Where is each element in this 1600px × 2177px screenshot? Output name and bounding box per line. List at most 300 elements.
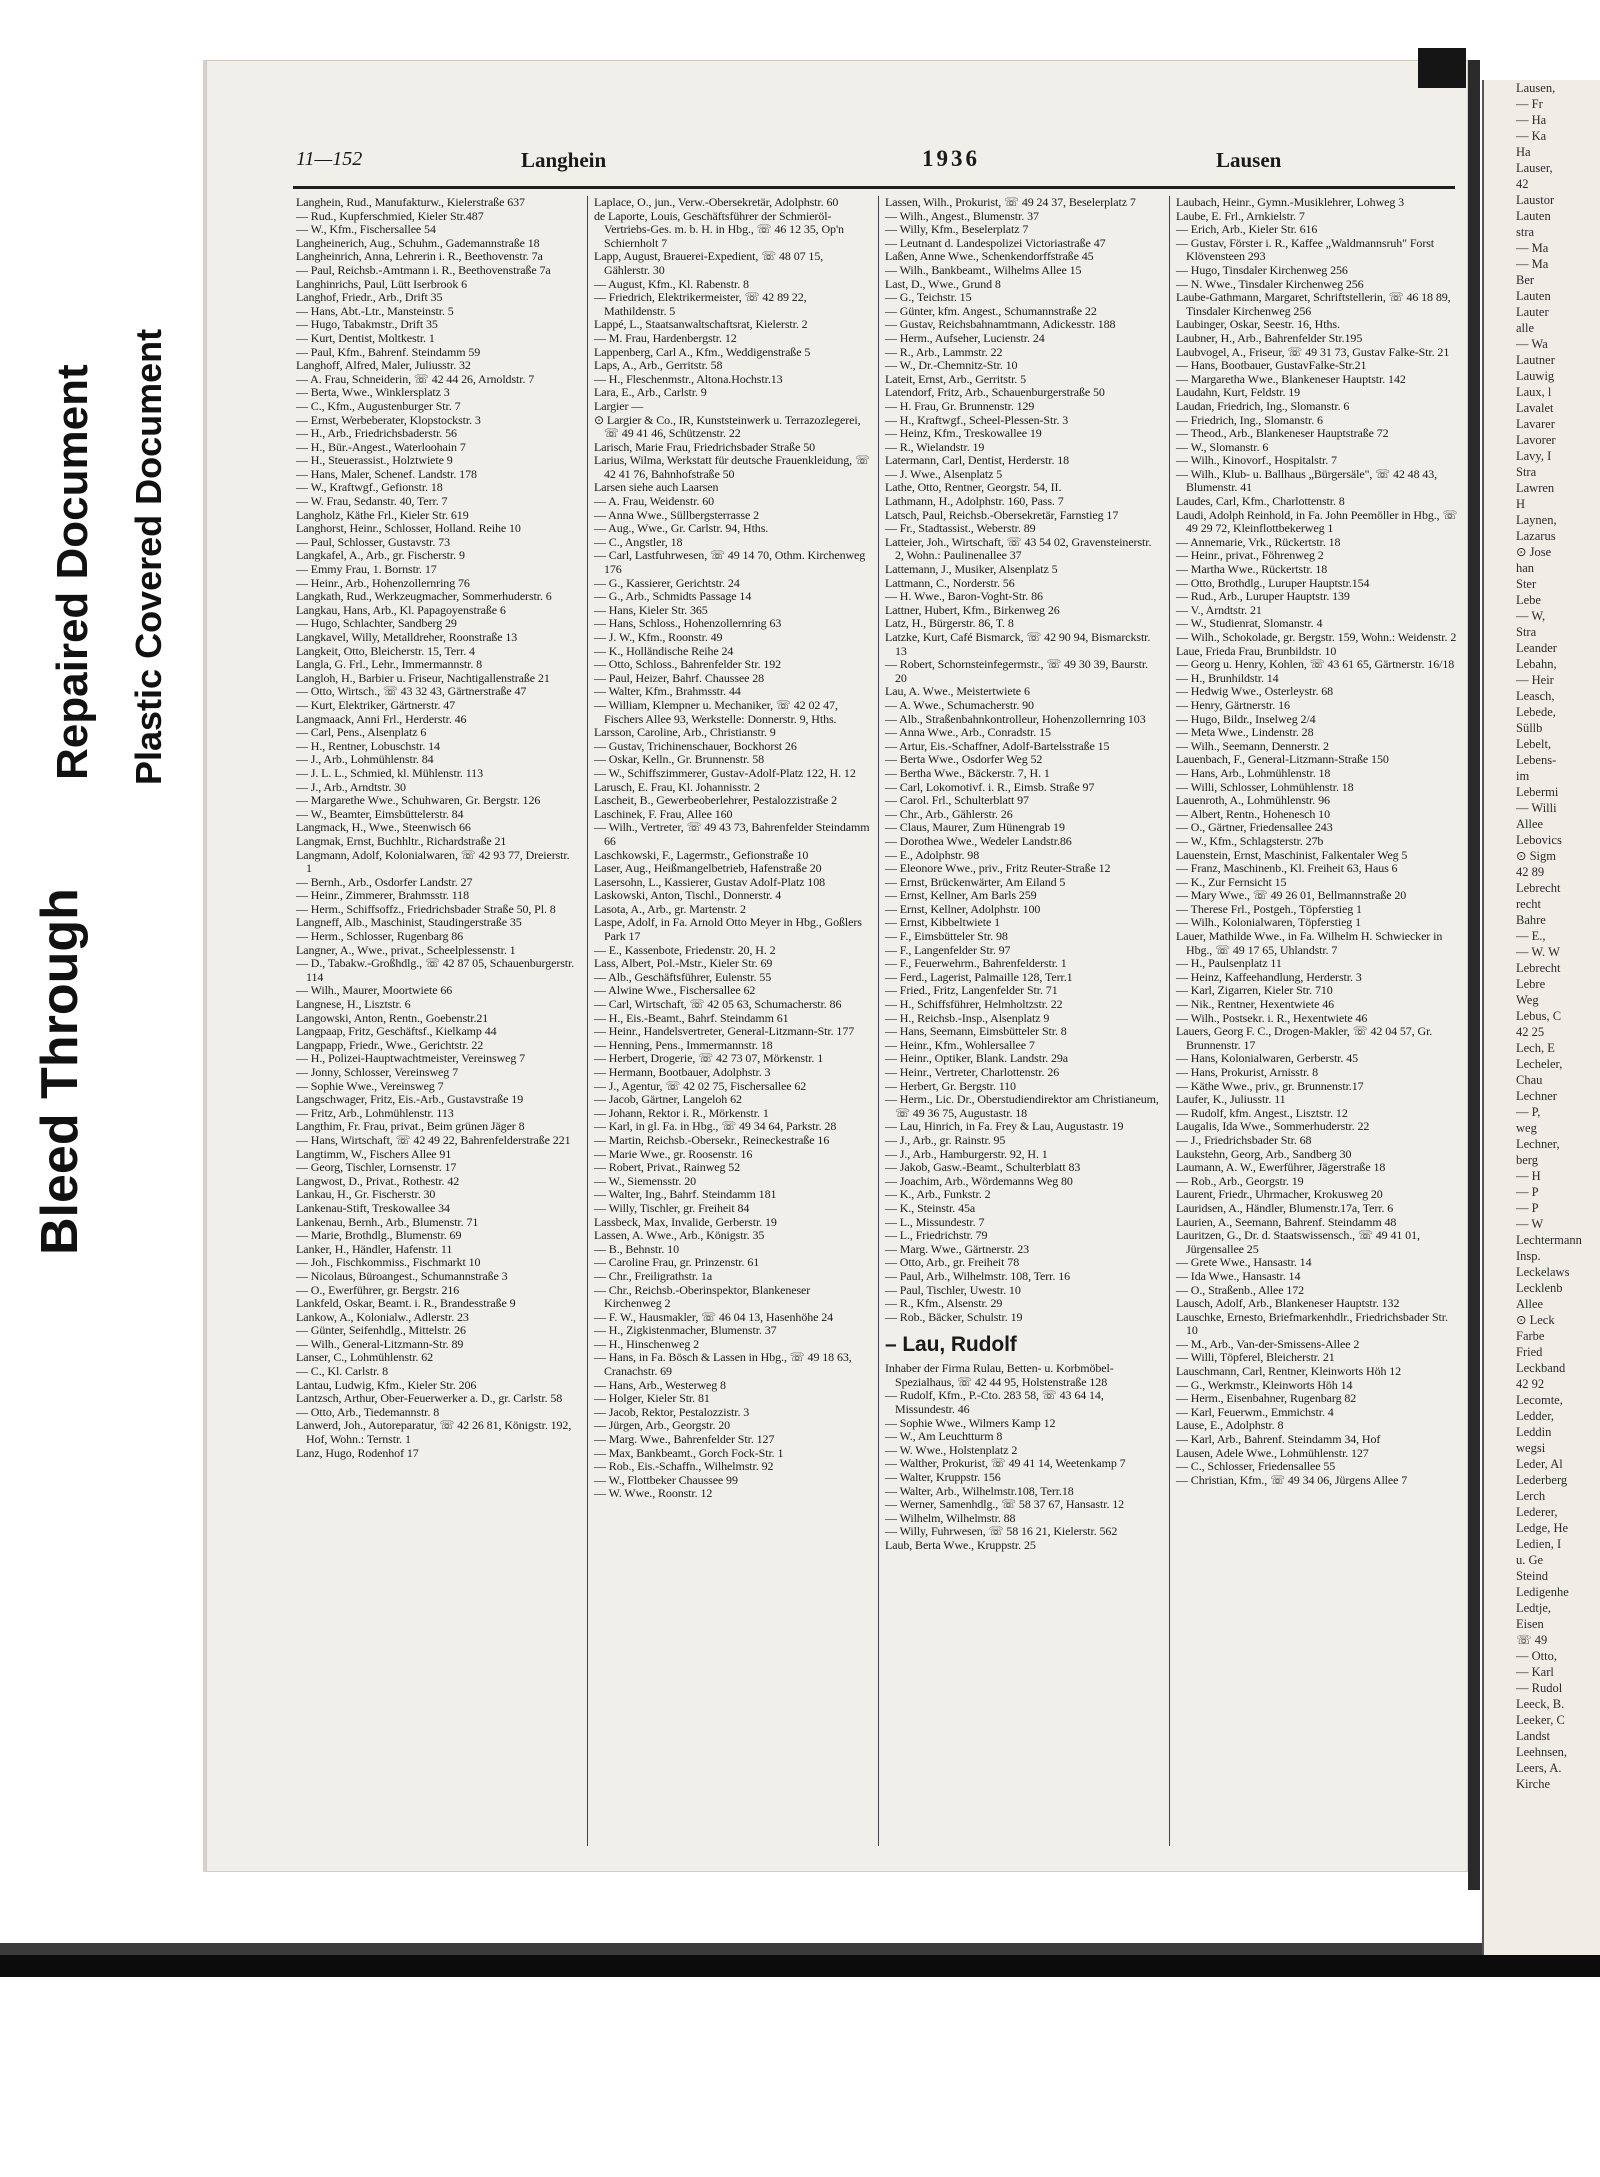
directory-entry: Laplace, O., jun., Verw.-Obersekretär, Adolphstr. 60 — [594, 196, 839, 209]
directory-entry: — Chr., Arb., Gählerstr. 26 — [885, 806, 1013, 821]
directory-entry: — W. Frau, Sedanstr. 40, Terr. 7 — [296, 494, 448, 509]
directory-entry: — F., Feuerwehrm., Bahrenfelderstr. 1 — [885, 956, 1067, 971]
page-number: 11—152 — [296, 148, 363, 170]
directory-entry: Lauenroth, A., Lohmühlenstr. 96 — [1176, 793, 1330, 808]
next-page-fragment: Kirche — [1516, 1777, 1551, 1791]
next-page-fragment: Weg — [1516, 993, 1539, 1007]
column-1 — [296, 196, 578, 1846]
next-page-fragment: Leddin — [1516, 1425, 1552, 1439]
next-page-fragment: alle — [1516, 321, 1535, 335]
directory-entry: — H. Wwe., Baron-Voght-Str. 86 — [885, 589, 1043, 604]
next-page-fragment: Lavarer — [1516, 417, 1555, 431]
directory-entry: Last, D., Wwe., Grund 8 — [885, 276, 1001, 291]
next-page-fragment: H — [1516, 497, 1526, 511]
directory-entry: Laudahn, Kurt, Feldstr. 19 — [1176, 385, 1301, 400]
directory-entry: — H., Reichsb.-Insp., Alsenplatz 9 — [885, 1010, 1050, 1025]
directory-entry: — August, Kfm., Kl. Rabenstr. 8 — [594, 276, 749, 291]
next-page-fragment: — Heir — [1516, 673, 1554, 687]
header-name-right: Lausen — [1216, 148, 1282, 172]
directory-entry: Langkafel, A., Arb., gr. Fischerstr. 9 — [296, 548, 465, 563]
directory-entry: Lanz, Hugo, Rodenhof 17 — [296, 1445, 419, 1460]
directory-entry: — Ernst, Kellner, Adolphstr. 100 — [885, 901, 1041, 916]
directory-entry: Lankfeld, Oskar, Beamt. i. R., Brandesstraße 9 — [296, 1296, 516, 1311]
directory-columns — [296, 196, 1460, 1846]
next-page-fragment: Süllb — [1516, 721, 1543, 735]
directory-entry: — Hans, Arb., Lohmühlenstr. 18 — [1176, 765, 1331, 780]
directory-entry: — Berta Wwe., Osdorfer Weg 52 — [885, 752, 1043, 767]
directory-entry: — Willi, Töpferel, Bleicherstr. 21 — [1176, 1350, 1335, 1365]
directory-entry: Laue, Frieda Frau, Brunbildstr. 10 — [1176, 643, 1337, 658]
next-page-fragment: Insp. — [1516, 1249, 1541, 1263]
next-page-fragment: Lecomte, — [1516, 1393, 1563, 1407]
directory-entry: — Friedrich, Ing., Slomanstr. 6 — [1176, 412, 1323, 427]
directory-entry: Lanwerd, Joh., Autoreparatur, ☏ 42 26 81, Königstr. 192, Hof, Wohn.: Ternstr. 1 — [296, 1418, 572, 1447]
directory-entry: — J., Friedrichsbader Str. 68 — [1176, 1132, 1312, 1147]
directory-entry: Lattner, Hubert, Kfm., Birkenweg 26 — [885, 602, 1060, 617]
next-page-fragment: Leander — [1516, 641, 1557, 655]
directory-entry: — Walter, Arb., Wilhelmstr.108, Terr.18 — [885, 1483, 1074, 1498]
column-2 — [587, 196, 870, 1846]
directory-entry: — Leutnant d. Landespolizei Victoriastraße 47 — [885, 235, 1106, 250]
directory-entry: Lankenau, Bernh., Arb., Blumenstr. 71 — [296, 1214, 479, 1229]
directory-entry: — L., Missundestr. 7 — [885, 1214, 985, 1229]
directory-entry: — O., Ewerführer, gr. Bergstr. 216 — [296, 1282, 460, 1297]
directory-entry: — Henning, Pens., Immermannstr. 18 — [594, 1037, 773, 1052]
next-page-fragment: Leeker, C — [1516, 1713, 1565, 1727]
directory-entry: Laubvogel, A., Friseur, ☏ 49 31 73, Gustav Falke-Str. 21 — [1176, 344, 1450, 359]
directory-entry: Lassen, Wilh., Prokurist, ☏ 49 24 37, Beselerplatz 7 — [885, 196, 1136, 209]
directory-entry: — Wilh., Klub- u. Ballhaus „Bürgersäle", ☏ 42 48 43, Blumenstr. 41 — [1176, 466, 1438, 495]
next-page-fragment: Ledge, He — [1516, 1521, 1569, 1535]
directory-entry: — W., Studienrat, Slomanstr. 4 — [1176, 616, 1323, 631]
directory-entry: Laser, Aug., Heißmangelbetrieb, Hafenstraße 20 — [594, 861, 822, 876]
next-page-fragment: Laux, l — [1516, 385, 1552, 399]
directory-entry: Laurien, A., Seemann, Bahrenf. Steindamm 48 — [1176, 1214, 1397, 1229]
directory-entry: Latsch, Paul, Reichsb.-Obersekretär, Farnstieg 17 — [885, 507, 1119, 522]
directory-entry: Laps, A., Arb., Gerritstr. 58 — [594, 358, 723, 373]
directory-entry: Lateit, Ernst, Arb., Gerritstr. 5 — [885, 371, 1027, 386]
next-page-fragment: — E., — [1516, 929, 1546, 943]
next-page-fragment: Ster — [1516, 577, 1537, 591]
directory-entry: Larius, Wilma, Werkstatt für deutsche Frauenkleidung, ☏ 42 41 76, Bahnhofstraße 50 — [594, 453, 870, 481]
next-page-fragment: Lauten — [1516, 209, 1551, 223]
directory-entry: — Erich, Arb., Kieler Str. 616 — [1176, 222, 1318, 237]
next-page-fragment: ⊙ Leck — [1516, 1313, 1555, 1327]
directory-entry: — E., Adolphstr. 98 — [885, 847, 980, 862]
directory-entry: — Heinr., Zimmerer, Brahmsstr. 118 — [296, 888, 469, 903]
directory-entry: — Margarethe Wwe., Schuhwaren, Gr. Bergstr. 126 — [296, 793, 541, 808]
directory-entry: — Robert, Schornsteinfegermstr., ☏ 49 30 39, Baurstr. 20 — [885, 657, 1149, 685]
directory-entry: — G., Teichstr. 15 — [885, 290, 972, 305]
next-page-fragment: Lebede, — [1516, 705, 1556, 719]
directory-entry: — Carol. Frl., Schulterblatt 97 — [885, 793, 1029, 808]
directory-entry: — Artur, Eis.-Schaffner, Adolf-Bartelsstraße 15 — [885, 738, 1110, 753]
directory-entry: Lappé, L., Staatsanwaltschaftsrat, Kielerstr. 2 — [594, 317, 808, 332]
directory-entry: — Anna Wwe., Süllbergsterrasse 2 — [594, 507, 759, 522]
directory-entry: — Ernst, Werbeberater, Klopstockstr. 3 — [296, 412, 481, 427]
directory-entry: — Albert, Rentn., Hohenesch 10 — [1176, 806, 1330, 821]
next-page-fragment: Steind — [1516, 1569, 1548, 1583]
directory-entry: — Carl, Pens., Alsenplatz 6 — [296, 725, 427, 740]
directory-entry: — J., Arb., Hamburgerstr. 92, H. 1 — [885, 1146, 1048, 1161]
next-page-fragment: Lebus, C — [1516, 1009, 1562, 1023]
directory-entry: — Chr., Reichsb.-Oberinspektor, Blankeneser Kirchenweg 2 — [594, 1282, 811, 1311]
directory-entry: Laudes, Carl, Kfm., Charlottenstr. 8 — [1176, 494, 1345, 509]
next-page-fragment: Lebermi — [1516, 785, 1559, 799]
next-page-fragment: — P — [1516, 1201, 1539, 1215]
next-page-fragment: Lawren — [1516, 481, 1555, 495]
directory-entry: — Marie Wwe., gr. Roosenstr. 16 — [594, 1146, 753, 1161]
directory-entry: — Ernst, Kellner, Am Barls 259 — [885, 888, 1037, 903]
directory-entry: — Johann, Rektor i. R., Mörkenstr. 1 — [594, 1105, 769, 1120]
directory-entry: — Paul, Schlosser, Gustavstr. 73 — [296, 534, 450, 549]
directory-entry: — H., Arb., Friedrichsbaderstr. 56 — [296, 426, 457, 441]
directory-entry: — J., Arb., gr. Rainstr. 95 — [885, 1132, 1006, 1147]
directory-entry: Langmann, Adolf, Kolonialwaren, ☏ 42 93 77, Dreierstr. 1 — [296, 847, 570, 876]
directory-entry: — Walther, Prokurist, ☏ 49 41 14, Weetenkamp 7 — [885, 1456, 1126, 1471]
directory-entry: — Hugo, Tinsdaler Kirchenweg 256 — [1176, 262, 1348, 277]
directory-entry: Langtimm, W., Fischers Allee 91 — [296, 1146, 452, 1161]
directory-entry: — G., Arb., Schmidts Passage 14 — [594, 589, 752, 604]
directory-entry: — Friedrich, Elektrikermeister, ☏ 42 89 22, Mathildenstr. 5 — [594, 290, 807, 318]
next-page-fragment: ⊙ Jose — [1516, 545, 1552, 559]
directory-entry: Larsson, Caroline, Arb., Christianstr. 9 — [594, 725, 776, 740]
directory-entry: — Walter, Kfm., Brahmsstr. 44 — [594, 684, 741, 699]
next-page-fragment: — W, — [1516, 609, 1546, 623]
directory-entry: Langhof, Friedr., Arb., Drift 35 — [296, 290, 443, 305]
directory-entry: — Joachim, Arb., Wördemanns Weg 80 — [885, 1173, 1073, 1188]
next-page-fragment: — Ma — [1516, 241, 1549, 255]
directory-entry: — Paul, Reichsb.-Amtmann i. R., Beethovenstraße 7a — [296, 262, 551, 277]
next-page-fragment: Leasch, — [1516, 689, 1555, 703]
directory-entry: — K., Arb., Funkstr. 2 — [885, 1187, 991, 1202]
directory-entry: — Günter, kfm. Angest., Schumannstraße 22 — [885, 303, 1097, 318]
next-page-fragment: — P, — [1516, 1105, 1541, 1119]
directory-entry: — Hugo, Schlachter, Sandberg 29 — [296, 616, 457, 631]
directory-entry: — Fried., Fritz, Langenfelder Str. 71 — [885, 983, 1058, 998]
directory-entry: Latzke, Kurt, Café Bismarck, ☏ 42 90 94, Bismarckstr. 13 — [885, 630, 1151, 658]
directory-entry: — Hans, in Fa. Bösch & Lassen in Hbg., ☏ 49 18 63, Cranachstr. 69 — [594, 1350, 852, 1379]
directory-entry: Laukstehn, Georg, Arb., Sandberg 30 — [1176, 1146, 1352, 1161]
directory-entry: — Otto, Arb., gr. Freiheit 78 — [885, 1255, 1020, 1270]
directory-entry: Laub, Berta Wwe., Kruppstr. 25 — [885, 1538, 1036, 1552]
directory-entry: — Meta Wwe., Lindenstr. 28 — [1176, 725, 1314, 740]
directory-entry: — Georg u. Henry, Kohlen, ☏ 43 61 65, Gärtnerstr. 16/18 — [1176, 657, 1455, 672]
directory-entry: Lathe, Otto, Rentner, Georgstr. 54, II. — [885, 480, 1062, 495]
directory-entry: Langheinrich, Anna, Lehrerin i. R., Beethovenstr. 7a — [296, 249, 543, 264]
directory-entry: ⊙ Largier & Co., IR, Kunststeinwerk u. Terrazozlegerei, ☏ 49 41 46, Schützenstr. 22 — [594, 412, 861, 441]
directory-entry: — E., Kassenbote, Friedenstr. 20, H. 2 — [594, 942, 776, 957]
next-page-fragment: u. Ge — [1516, 1553, 1544, 1567]
directory-entry: — Hugo, Bildr., Inselweg 2/4 — [1176, 711, 1316, 726]
directory-entry: Laurent, Friedr., Uhrmacher, Krokusweg 20 — [1176, 1187, 1383, 1202]
directory-entry: Langwost, D., Privat., Rothestr. 42 — [296, 1173, 460, 1188]
directory-entry: Lausen, Adele Wwe., Lohmühlenstr. 127 — [1176, 1445, 1369, 1460]
directory-entry: Lau, A. Wwe., Meistertwiete 6 — [885, 684, 1030, 699]
directory-entry: — Jonny, Schlosser, Vereinsweg 7 — [296, 1065, 458, 1079]
directory-entry: — Herbert, Drogerie, ☏ 42 73 07, Mörkenstr. 1 — [594, 1051, 824, 1066]
directory-entry: — L., Friedrichstr. 79 — [885, 1228, 988, 1243]
next-page-fragment: Lavy, I — [1516, 449, 1552, 463]
directory-entry: Laspe, Adolf, in Fa. Arnold Otto Meyer in Hbg., Goßlers Park 17 — [594, 915, 862, 944]
plastic-covered-label: Plastic Covered Document — [128, 328, 169, 785]
directory-entry: — C., Schlosser, Friedensallee 55 — [1176, 1459, 1336, 1474]
directory-entry: — Kurt, Elektriker, Gärtnerstr. 47 — [296, 697, 456, 712]
next-page-fragment: berg — [1516, 1153, 1538, 1167]
scan-bottom-band — [0, 1955, 1600, 1977]
directory-entry: de Laporte, Louis, Geschäftsführer der Schmieröl-Vertriebs-Ges. m. b. H. in Hbg., ☏ 46 12 35, Op'n Schiernholt 7 — [594, 208, 844, 250]
directory-entry: — Willy, Fuhrwesen, ☏ 58 16 21, Kielerstr. 562 — [885, 1524, 1118, 1539]
next-page-fragment: — W — [1516, 1217, 1544, 1231]
directory-entry: — F., Eimsbütteler Str. 98 — [885, 929, 1008, 944]
directory-entry: Langpaap, Fritz, Geschäftsf., Kielkamp 44 — [296, 1024, 497, 1039]
directory-entry: — H., Polizei-Hauptwachtmeister, Vereinsweg 7 — [296, 1051, 526, 1066]
directory-entry: — H., Rentner, Lobuschstr. 14 — [296, 738, 440, 753]
directory-entry: — Wilh., General-Litzmann-Str. 89 — [296, 1336, 464, 1351]
directory-entry: — Wilh., Kinovorf., Hospitalstr. 7 — [1176, 453, 1337, 468]
directory-entry: Laubner, H., Arb., Bahrenfelder Str.195 — [1176, 330, 1363, 345]
next-page-fragment: Ledigenhe — [1516, 1585, 1569, 1599]
directory-entry: — Hedwig Wwe., Osterleystr. 68 — [1176, 684, 1334, 699]
directory-entry: Lappenberg, Carl A., Kfm., Weddigenstraße 5 — [594, 344, 811, 359]
directory-entry: — Herm., Lic. Dr., Oberstudiendirektor am Christianeum, ☏ 49 36 75, Augustastr. 18 — [885, 1092, 1159, 1120]
next-page-fragment: Lebelt, — [1516, 737, 1552, 751]
directory-entry: — A. Frau, Schneiderin, ☏ 42 44 26, Arnoldstr. 7 — [296, 371, 535, 386]
next-page-fragment: Lavalet — [1516, 401, 1554, 415]
directory-entry: — Otto, Schloss., Bahrenfelder Str. 192 — [594, 657, 782, 672]
directory-entry: — Heinr., Optiker, Blank. Landstr. 29a — [885, 1051, 1069, 1066]
directory-entry: — Walter, Kruppstr. 156 — [885, 1470, 1001, 1485]
directory-entry: — F., Langenfelder Str. 97 — [885, 942, 1011, 957]
directory-entry: — Carl, Lastfuhrwesen, ☏ 49 14 70, Othm. Kirchenweg 176 — [594, 548, 866, 577]
next-page-fragment: — P — [1516, 1185, 1539, 1199]
directory-entry: — Herm., Schiffsoffz., Friedrichsbader Straße 50, Pl. 8 — [296, 901, 556, 916]
next-page-fragment: Lavorer — [1516, 433, 1556, 447]
next-page-fragment: Lauter — [1516, 305, 1549, 319]
highlight-entry: – Lau, Rudolf — [885, 1333, 1017, 1357]
directory-entry: — F. W., Hausmakler, ☏ 46 04 13, Hasenhöhe 24 — [594, 1309, 834, 1324]
next-page-fragment: ☏ 49 — [1516, 1633, 1548, 1647]
next-page-fragment: Lauten — [1516, 289, 1551, 303]
directory-entry: Langmack, H., Wwe., Steenwisch 66 — [296, 820, 471, 835]
directory-entry: Langhein, Rud., Manufakturw., Kielerstraße 637 — [296, 196, 525, 209]
directory-entry: Laumann, A. W., Ewerführer, Jägerstraße 18 — [1176, 1160, 1386, 1175]
directory-entry: Langkavel, Willy, Metalldreher, Roonstraße 13 — [296, 630, 518, 644]
next-page-fragment: Chau — [1516, 1073, 1543, 1087]
next-page-fragment: Ledtje, — [1516, 1601, 1552, 1615]
directory-entry: — Sophie Wwe., Wilmers Kamp 12 — [885, 1415, 1056, 1430]
directory-entry: Langowski, Anton, Rentn., Goebenstr.21 — [296, 1010, 489, 1025]
directory-entry: — Otto, Brothdlg., Luruper Hauptstr.154 — [1176, 575, 1370, 590]
directory-entry: Lauenbach, F., General-Litzmann-Straße 150 — [1176, 752, 1389, 767]
directory-entry: Lankow, A., Kolonialw., Adlerstr. 23 — [296, 1309, 469, 1324]
next-page-fragment: Ledien, I — [1516, 1537, 1562, 1551]
directory-entry: — R., Kfm., Alsenstr. 29 — [885, 1296, 1003, 1311]
directory-entry: — Jakob, Gasw.-Beamt., Schulterblatt 83 — [885, 1160, 1081, 1175]
next-page-fragment: Lebens- — [1516, 753, 1557, 767]
directory-entry: Lapp, August, Brauerei-Expedient, ☏ 48 07 15, Gählerstr. 30 — [594, 249, 824, 277]
next-page-fragment: Lebrecht — [1516, 961, 1561, 975]
directory-entry: Larisch, Marie Frau, Friedrichsbader Straße 50 — [594, 439, 815, 454]
next-page-fragment: Landst — [1516, 1729, 1551, 1743]
directory-entry: — Georg, Tischler, Lornsenstr. 17 — [296, 1160, 457, 1175]
directory-entry: Langkath, Rud., Werkzeugmacher, Sommerhuderstr. 6 — [296, 589, 552, 604]
directory-entry: — Henry, Gärtnerstr. 16 — [1176, 697, 1290, 712]
directory-entry: Largier — — [594, 398, 644, 413]
directory-entry: — C., Kfm., Augustenburger Str. 7 — [296, 398, 461, 413]
side-labels — [0, 0, 200, 2177]
directory-entry: — H., Eis.-Beamt., Bahrf. Steindamm 61 — [594, 1010, 789, 1025]
directory-entry: — Max, Bankbeamt., Gorch Fock-Str. 1 — [594, 1445, 784, 1460]
directory-entry: — Karl, in gl. Fa. in Hbg., ☏ 49 34 64, Parkstr. 28 — [594, 1119, 837, 1134]
repaired-document-label: Repaired Document — [48, 364, 97, 780]
directory-entry: — Herm., Eisenbahner, Rugenbarg 82 — [1176, 1391, 1357, 1406]
directory-entry: — Hans, Bootbauer, GustavFalke-Str.21 — [1176, 358, 1367, 373]
directory-entry: — Hans, Wirtschaft, ☏ 42 49 22, Bahrenfelderstraße 221 — [296, 1132, 571, 1147]
next-page-fragment: Ha — [1516, 145, 1531, 159]
directory-entry: — Rudolf, Kfm., P.-Cto. 283 58, ☏ 43 64 14, Missundestr. 46 — [885, 1388, 1104, 1417]
directory-entry: — Marg. Wwe., Gärtnerstr. 23 — [885, 1241, 1030, 1256]
directory-entry: — V., Arndtstr. 21 — [1176, 602, 1262, 617]
directory-entry: — J. Wwe., Alsenplatz 5 — [885, 466, 1003, 481]
next-page-fragment: Leers, A. — [1516, 1761, 1562, 1775]
next-page-fragment: — Ka — [1516, 129, 1547, 143]
directory-entry: — Ida Wwe., Hansastr. 14 — [1176, 1268, 1301, 1283]
next-page-fragment: Leehnsen, — [1516, 1745, 1568, 1759]
next-page-fragment: 42 89 — [1516, 865, 1545, 879]
directory-entry: Langmaack, Anni Frl., Herderstr. 46 — [296, 711, 467, 726]
directory-entry: Laubach, Heinr., Gymn.-Musiklehrer, Lohweg 3 — [1176, 196, 1405, 209]
directory-entry: — Wilh., Bankbeamt., Wilhelms Allee 15 — [885, 262, 1082, 277]
directory-entry: — Eleonore Wwe., priv., Fritz Reuter-Straße 12 — [885, 861, 1111, 876]
directory-entry: Laufer, K., Juliusstr. 11 — [1176, 1092, 1286, 1107]
directory-entry: — M., Arb., Van-der-Smissens-Allee 2 — [1176, 1336, 1360, 1351]
next-page-fragment: Stra — [1516, 465, 1537, 479]
binding-shadow-top — [1418, 48, 1466, 88]
directory-entry: — Karl, Arb., Bahrenf. Steindamm 34, Hof — [1176, 1432, 1381, 1447]
next-page-fragment: Lazarus — [1516, 529, 1556, 543]
directory-entry: Lattemann, J., Musiker, Alsenplatz 5 — [885, 562, 1058, 577]
directory-entry: — W., Kfm., Fischersallee 54 — [296, 222, 436, 237]
directory-entry: Langnese, H., Lisztstr. 6 — [296, 997, 411, 1012]
directory-entry: — Nik., Rentner, Hexentwiete 46 — [1176, 997, 1335, 1012]
next-page-fragment: — W. W — [1516, 945, 1560, 959]
directory-entry: — Bertha Wwe., Bäckerstr. 7, H. 1 — [885, 765, 1050, 780]
directory-entry: — H., Steuerassist., Holztwiete 9 — [296, 453, 453, 468]
next-page-fragment: Lebre — [1516, 977, 1546, 991]
directory-entry: — Hans, Schloss., Hohenzollernring 63 — [594, 616, 782, 631]
next-page-fragment: Allee — [1516, 817, 1544, 831]
directory-entry: — Heinz, Kaffeehandlung, Herderstr. 3 — [1176, 969, 1362, 984]
next-page-fragment: — Otto, — [1516, 1649, 1557, 1663]
directory-entry: — Wilh., Maurer, Moortwiete 66 — [296, 983, 453, 998]
directory-entry: — Alb., Geschäftsführer, Eulenstr. 55 — [594, 969, 772, 984]
directory-entry: — W., Dr.-Chemnitz-Str. 10 — [885, 358, 1018, 373]
next-page-fragment: Ledder, — [1516, 1409, 1555, 1423]
directory-entry: — Aug., Wwe., Gr. Carlstr. 94, Hths. — [594, 521, 769, 536]
directory-entry: Langkeit, Otto, Bleicherstr. 15, Terr. 4 — [296, 643, 475, 658]
directory-entry: — K., Zur Fernsicht 15 — [1176, 874, 1287, 889]
directory-entry: — Hans, Abt.-Ltr., Mansteinstr. 5 — [296, 303, 454, 318]
directory-entry: — Heinr., privat., Föhrenweg 2 — [1176, 548, 1324, 563]
directory-entry: Lankenau-Stift, Treskowallee 34 — [296, 1200, 450, 1215]
directory-entry: Laudan, Friedrich, Ing., Slomanstr. 6 — [1176, 398, 1350, 413]
directory-entry: Lassen, A. Wwe., Arb., Königstr. 35 — [594, 1228, 765, 1243]
directory-entry: — W., Am Leuchtturm 8 — [885, 1429, 1003, 1444]
directory-entry: Lantau, Ludwig, Kfm., Kieler Str. 206 — [296, 1377, 477, 1392]
next-page-fragment: Lechtermann — [1516, 1233, 1582, 1247]
directory-entry: — Lau, Hinrich, in Fa. Frey & Lau, Augustastr. 19 — [885, 1119, 1124, 1134]
directory-entry: — W., Slomanstr. 6 — [1176, 439, 1269, 454]
directory-entry: — Ernst, Kibbeltwiete 1 — [885, 915, 1001, 930]
directory-entry: — Karl, Zigarren, Kieler Str. 710 — [1176, 983, 1333, 998]
next-page-fragment: — H — [1516, 1169, 1541, 1183]
directory-entry: Laubinger, Oskar, Seestr. 16, Hths. — [1176, 317, 1340, 332]
directory-entry: Lass, Albert, Pol.-Mstr., Kieler Str. 69 — [594, 956, 773, 971]
directory-entry: — Jacob, Gärtner, Langeloh 62 — [594, 1092, 742, 1107]
directory-entry: — H., Kraftwgf., Scheel-Plessen-Str. 3 — [885, 412, 1069, 427]
bleed-through-label: Bleed Through — [31, 888, 89, 1255]
next-page-fragment: Leckelaws — [1516, 1265, 1570, 1279]
directory-entry: Lauers, Georg F. C., Drogen-Makler, ☏ 42 04 57, Gr. Brunnenstr. 17 — [1176, 1024, 1433, 1052]
directory-entry: — Claus, Maurer, Zum Hünengrab 19 — [885, 820, 1065, 835]
next-page-fragment: 42 — [1516, 177, 1529, 191]
next-page-fragment: Lecklenb — [1516, 1281, 1563, 1295]
directory-entry: — W., Flottbeker Chaussee 99 — [594, 1472, 738, 1487]
directory-entry: — Hans, Seemann, Eimsbütteler Str. 8 — [885, 1024, 1067, 1039]
next-page-fragment: — Karl — [1516, 1665, 1554, 1679]
directory-entry: Langhinrichs, Paul, Lütt Iserbrook 6 — [296, 276, 468, 291]
directory-entry: — H., Fleschenmstr., Altona.Hochstr.13 — [594, 371, 783, 386]
directory-entry: Langschwager, Fritz, Eis.-Arb., Gustavstraße 19 — [296, 1092, 524, 1107]
next-page-fragment: Lauser, — [1516, 161, 1553, 175]
next-page-fragment: Eisen — [1516, 1617, 1544, 1631]
directory-entry: Lantzsch, Arthur, Ober-Feuerwerker a. D., gr. Carlstr. 58 — [296, 1391, 563, 1406]
directory-entry: — J., Agentur, ☏ 42 02 75, Fischersallee 62 — [594, 1078, 807, 1093]
directory-entry: — Margaretha Wwe., Blankeneser Hauptstr. 142 — [1176, 371, 1406, 386]
directory-entry: Lauridsen, A., Händler, Blumenstr.17a, Terr. 6 — [1176, 1200, 1394, 1215]
directory-entry: — Marie, Brothdlg., Blumenstr. 69 — [296, 1228, 462, 1243]
directory-entry: — Dorothea Wwe., Wedeler Landstr.86 — [885, 833, 1072, 848]
directory-entry: — Annemarie, Vrk., Rückertstr. 18 — [1176, 534, 1341, 549]
directory-entry: — Paul, Heizer, Bahrf. Chaussee 28 — [594, 670, 765, 685]
directory-entry: — W., Kraftwgf., Gefionstr. 18 — [296, 480, 443, 495]
directory-entry: — Otto, Arb., Tiedemannstr. 8 — [296, 1404, 440, 1419]
header-name-left: Langhein — [521, 148, 607, 172]
directory-entry: Lauenstein, Ernst, Maschinist, Falkentaler Weg 5 — [1176, 847, 1408, 862]
directory-entry: — Hans, Maler, Schenef. Landstr. 178 — [296, 466, 477, 481]
directory-entry: — Hans, Arb., Westerweg 8 — [594, 1377, 726, 1392]
directory-entry: — W., Siemensstr. 20 — [594, 1173, 697, 1188]
directory-entry: Lanker, H., Händler, Hafenstr. 11 — [296, 1241, 453, 1256]
directory-entry: Lauschke, Ernesto, Briefmarkenhdlr., Friedrichsbader Str. 10 — [1176, 1309, 1448, 1338]
directory-entry: — Alb., Straßenbahnkontrolleur, Hohenzollernring 103 — [885, 711, 1146, 726]
next-page-fragment: Lederer, — [1516, 1505, 1558, 1519]
next-page-fragment: ⊙ Sigm — [1516, 849, 1556, 863]
directory-entry: — O., Straßenb., Allee 172 — [1176, 1282, 1305, 1297]
directory-entry: Latz, H., Bürgerstr. 86, T. 8 — [885, 616, 1014, 631]
directory-entry: — J., Arb., Arndtstr. 30 — [296, 779, 406, 794]
directory-entry: — Rob., Bäcker, Schulstr. 19 — [885, 1309, 1023, 1324]
directory-entry: — Theod., Arb., Blankeneser Hauptstraße 72 — [1176, 426, 1389, 441]
directory-entry: — Therese Frl., Postgeh., Töpferstieg 1 — [1176, 901, 1362, 916]
next-page-fragment: Leeck, B. — [1516, 1697, 1565, 1711]
directory-entry: — G., Kassierer, Gerichtstr. 24 — [594, 575, 740, 590]
directory-entry: — Franz, Maschinenb., Kl. Freiheit 63, Haus 6 — [1176, 861, 1398, 876]
next-page-fragment: Lerch — [1516, 1489, 1546, 1503]
directory-entry: — Herm., Aufseher, Lucienstr. 24 — [885, 330, 1045, 345]
directory-entry: — Nicolaus, Büroangest., Schumannstraße 3 — [296, 1268, 508, 1283]
